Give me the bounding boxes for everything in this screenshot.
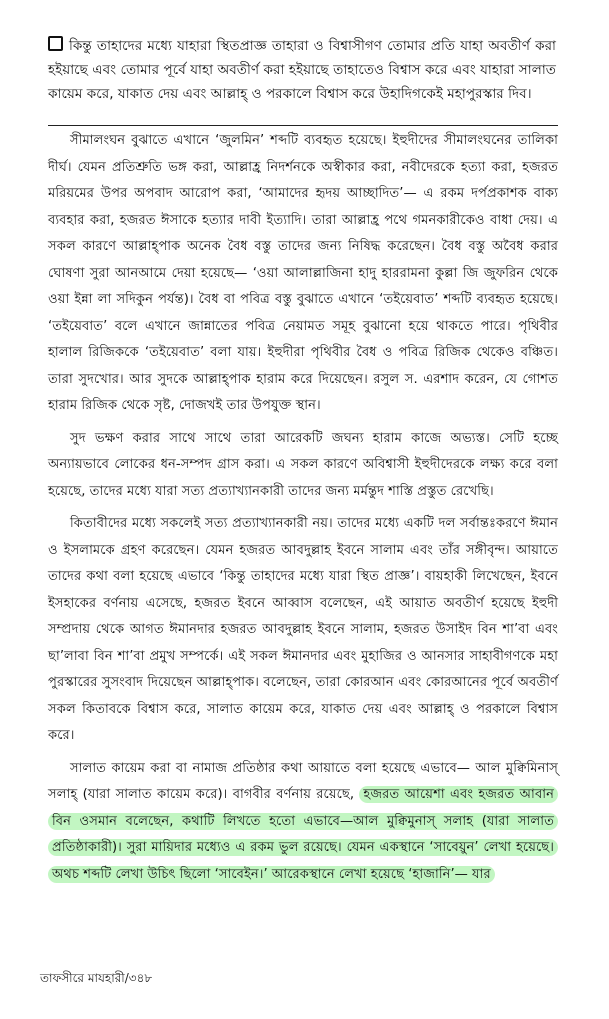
commentary-body (48, 128, 558, 892)
verse-translation (48, 34, 556, 106)
paragraph-1: সীমালংঘন বুঝাতে এখানে ‘জুলমিন’ শব্দটি ব্যবহৃত হয়েছে। ইহুদীদের সীমালংঘনের তালিকা দীর্ঘ। যেমন প্রতিশ্রুতি ভঙ্গ করা, আল্লাহ্র নিদর্শনকে অস্বীকার করা, নবীদেরকে হত্যা করা, হজরত মরিয়মের উপর অপবাদ আরোপ করা, ‘আমাদের হৃদয় আচ্ছাদিত’— এ রকম দর্পপ্রকাশক বাক্য ব্যবহার করা, হজরত ঈসাকে হত্যার দাবী ইত্যাদি। তারা আল্লাহ্র পথে গমনকারীকেও বাধা দেয়। এ সকল কারণে আল্লাহ্পাক অনেক বৈধ বস্তু তাদের জন্য নিষিদ্ধ করেছেন। বৈধ বস্তু অবৈধ করার ঘোষণা সুরা আনআমে দেয়া হয়েছে— ‘ওয়া আলাল্লাজিনা হাদু হাররামনা কুল্লা জি জুফরিন থেকে ওয়া ইন্না লা সদিকুন পর্যন্ত)। বৈধ বা পবিত্র বস্তু বুঝাতে এখানে ‘তইয়েবাত’ শব্দটি ব্যবহৃত হয়েছে। ‘তইয়েবাত’ বলে এখানে জান্নাতের পবিত্র নেয়ামত সমূহ বুঝানো হয়ে থাকতে পারে। পৃথিবীর হালাল রিজিককে ‘তইয়েবাত’ বলা যায়। ইহুদীরা পৃথিবীর বৈধ ও পবিত্র রিজিক থেকেও বঞ্চিত। তারা সুদখোর। আর সুদকে আল্লাহ্পাক হারাম করে দিয়েছেন। রসুল স. এরশাদ করেন, যে গোশত হারাম রিজিক থেকে সৃষ্ট, দোজখই তার উপযুক্ত স্থান। (48, 133, 558, 413)
separator-rule (48, 125, 558, 126)
verse-text: কিন্তু তাহাদের মধ্যে যাহারা স্থিতপ্রাজ্ঞ তাহারা ও বিশ্বাসীগণ তোমার প্রতি যাহা অবতীর্ণ করা হইয়াছে এবং তোমার পূর্বে যাহা অবতীর্ণ করা হইয়াছে তাহাতেও বিশ্বাস করে এবং যাহারা সালাত কায়েম করে, যাকাত দেয় এবং আল্লাহ্ ও পরকালে বিশ্বাস করে উহাদিগকেই মহাপুরস্কার দিব। (48, 38, 556, 102)
highlighted-passage: হজরত আয়েশা এবং হজরত আবান বিন ওসমান বলেছেন, কথাটি লিখতে হতো এভাবে—আল মুক্বিমুনাস্ সলাহ (যারা সালাত প্রতিষ্ঠাকারী)। সুরা মায়িদার মধ্যেও এ রকম ভুল রয়েছে। যেমন একস্থানে ‘সাবেয়ুন’ লেখা হয়েছে। অথচ শব্দটি লেখা উচিৎ ছিলো ‘সাবেইন।’ আরেকস্থানে লেখা হয়েছে ‘হাজানি’— যার (48, 786, 558, 883)
paragraph-2: সুদ ভক্ষণ করার সাথে সাথে তারা আরেকটি জঘন্য হারাম কাজে অভ্যস্ত। সেটি হচ্ছে অন্যায়ভাবে লোকের ধন-সম্পদ গ্রাস করা। এ সকল কারণে অবিশ্বাসী ইহুদীদেরকে লক্ষ্য করে বলা হয়েছে, তাদের মধ্যে যারা সত্য প্রত্যাখ্যানকারী তাদের জন্য মর্মন্তুদ শাস্তি প্রস্তুত রেখেছি। (48, 430, 558, 499)
paragraph-4 (48, 756, 558, 889)
paragraph-3: কিতাবীদের মধ্যে সকলেই সত্য প্রত্যাখ্যানকারী নয়। তাদের মধ্যে একটি দল সর্বান্তঃকরণে ঈমান ও ইসলামকে গ্রহণ করেছেন। যেমন হজরত আবদুল্লাহ ইবনে সালাম এবং তাঁর সঙ্গীবৃন্দ। আয়াতে তাদের কথা বলা হয়েছে এভাবে ‘কিন্তু তাহাদের মধ্যে যারা স্থিত প্রাজ্ঞ’। বায়হাকী লিখেছেন, ইবনে ইসহাকের বর্ণনায় এসেছে, হজরত ইবনে আব্বাস বলেছেন, এই আয়াত অবতীর্ণ হয়েছে ইহুদী সম্প্রদায় থেকে আগত ঈমানদার হজরত আবদুল্লাহ ইবনে সালাম, হজরত উসাইদ বিন শা’বা এবং ছা’লাবা বিন শা’বা প্রমুখ সম্পর্কে। এই সকল ঈমানদার এবং মুহাজির ও আনসার সাহাবীগণকে মহা পুরস্কারের সুসংবাদ দিয়েছেন আল্লাহ্পাক। বলেছেন, তারা কোরআন এবং কোরআনের পূর্বে অবতীর্ণ সকল কিতাবকে বিশ্বাস করে, সালাত কায়েম করে, যাকাত দেয় এবং আল্লাহ্ ও পরকালে বিশ্বাস করে। (48, 516, 558, 743)
square-marker-icon (48, 36, 63, 51)
page-footer: তাফসীরে মাযহারী/৩৪৮ (40, 971, 153, 985)
paragraph-4-text: সালাত কায়েম করা বা নামাজ প্রতিষ্ঠার কথা আয়াতে বলা হয়েছে এভাবে— আল মুক্বিমিনাস্ সলাহ্ (যারা সালাত কায়েম করে)। বাগবীর বর্ণনায় রয়েছে, (48, 760, 558, 802)
